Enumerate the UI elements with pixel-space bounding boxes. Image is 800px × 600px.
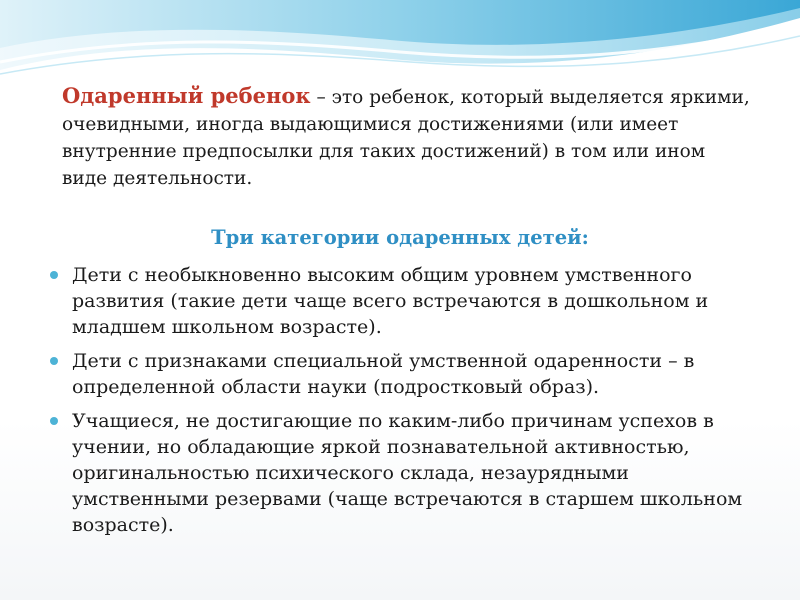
categories-list (0, 262, 760, 546)
list-item-text: Учащиеся, не достигающие по каким-либо причинам успехов в учении, но обладающие яркой познавательной активностью, оригинальностью психического склада, незаурядными умственными резервами (чаще встречаются в старшем школьном возрасте). (72, 410, 743, 536)
list-item (0, 408, 760, 538)
bullet-dot-icon (50, 357, 58, 365)
definition-paragraph (62, 82, 752, 192)
list-item (0, 262, 760, 340)
bullet-dot-icon (50, 271, 58, 279)
definition-text: – это ребенок, который выделяется яркими, очевидными, иногда выдающимися достижениями (или имеет внутренние предпосылки для таких достижений) в том или ином виде деятельности. (62, 87, 750, 189)
bullet-dot-icon (50, 417, 58, 425)
categories-heading: Три категории одаренных детей: (211, 226, 589, 249)
list-item-text: Дети с необыкновенно высоким общим уровнем умственного развития (такие дети чаще всего встречаются в дошкольном и младшем школьном возрасте). (72, 264, 709, 338)
list-item-text: Дети с признаками специальной умственной одаренности – в определенной области науки (подростковый образ). (72, 350, 695, 398)
definition-term: Одаренный ребенок (62, 83, 311, 108)
list-item (0, 348, 760, 400)
